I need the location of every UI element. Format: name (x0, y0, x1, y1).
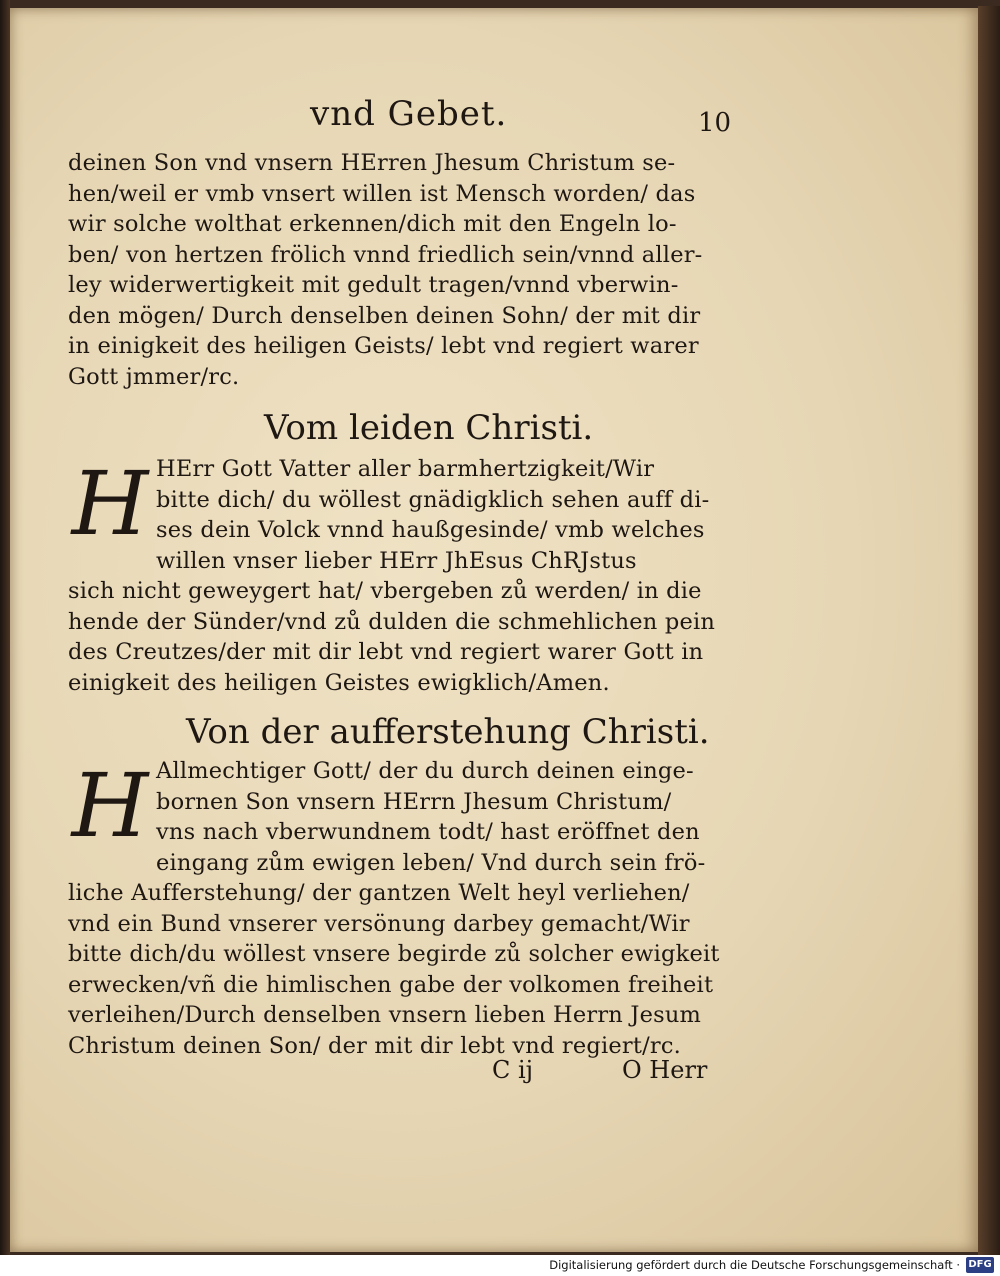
text-line: vns nach vberwundnem todt/ hast eröffnet den (156, 819, 700, 845)
footer-bar (0, 1255, 1000, 1276)
text-line: vnd ein Bund vnserer versönung darbey gemacht/Wir (68, 910, 690, 937)
text-line: ley widerwertigkeit mit gedult tragen/vnnd vberwin- (68, 272, 679, 298)
text-line: einigkeit des heiligen Geistes ewigklich/Amen. (68, 669, 610, 696)
drop-cap: H (71, 452, 149, 555)
text-line: ben/ von hertzen frölich vnnd friedlich sein/vnnd aller- (68, 241, 703, 268)
text-line: HErr Gott Vatter aller barmhertzigkeit/Wir (156, 456, 655, 482)
text-line: Gott jmmer/rc. (68, 363, 240, 390)
text-line: wir solche wolthat erkennen/dich mit den Engeln lo- (68, 211, 677, 237)
text-line: hende der Sünder/vnd zů dulden die schmehlichen pein (68, 608, 716, 635)
page-edge (978, 6, 1000, 1255)
text-line: liche Aufferstehung/ der gantzen Welt heyl verliehen/ (68, 880, 690, 906)
catchline (10, 1056, 978, 1090)
section-passion (68, 406, 748, 694)
folio-number: 10 (698, 108, 732, 138)
text-line: eingang zům ewigen leben/ Vnd durch sein frö- (156, 849, 706, 876)
catchword: O Herr (622, 1056, 708, 1084)
text-line: ses dein Volck vnnd haußgesinde/ vmb welches (156, 517, 705, 543)
signature-mark: C ij (492, 1056, 534, 1084)
book-page (10, 8, 978, 1252)
footer-credit: Digitalisierung gefördert durch die Deutsche Forschungsgemeinschaft · (549, 1258, 960, 1272)
drop-cap: H (71, 754, 149, 857)
text-line: den mögen/ Durch denselben deinen Sohn/ der mit dir (68, 302, 701, 329)
section-heading: Vom leiden Christi. (264, 408, 594, 448)
text-line: hen/weil er vmb vnsert willen ist Mensch worden/ das (68, 180, 696, 207)
text-line: bornen Son vnsern HErrn Jhesum Christum/ (156, 788, 672, 815)
section-resurrection (68, 710, 748, 1059)
text-line: erwecken/vñ die himlischen gabe der volkomen freiheit (68, 971, 714, 998)
book-spine (0, 0, 10, 1255)
text-line: verleihen/Durch denselben vnsern lieben Herrn Jesum (68, 1002, 702, 1028)
text-line: des Creutzes/der mit dir lebt vnd regiert warer Gott in (68, 639, 704, 665)
dfg-logo: DFG (966, 1257, 994, 1273)
text-line: Christum deinen Son/ der mit dir lebt vnd regiert/rc. (68, 1032, 681, 1059)
running-title: vnd Gebet. (310, 94, 508, 134)
text-line: willen vnser lieber HErr JhEsus ChRJstus (156, 547, 637, 574)
text-line: Allmechtiger Gott/ der du durch deinen einge- (156, 758, 694, 784)
text-line: deinen Son vnd vnsern HErren Jhesum Christum se- (68, 150, 676, 176)
running-head (10, 94, 978, 144)
opening-paragraph (68, 148, 728, 392)
section-heading: Von der aufferstehung Christi. (186, 712, 710, 752)
text-line: sich nicht geweygert hat/ vbergeben zů werden/ in die (68, 578, 702, 604)
text-line: in einigkeit des heiligen Geists/ lebt vnd regiert warer (68, 333, 699, 359)
text-line: bitte dich/ du wöllest gnädigklich sehen auff di- (156, 486, 710, 513)
text-line: bitte dich/du wöllest vnsere begirde zů solcher ewigkeit (68, 941, 720, 967)
